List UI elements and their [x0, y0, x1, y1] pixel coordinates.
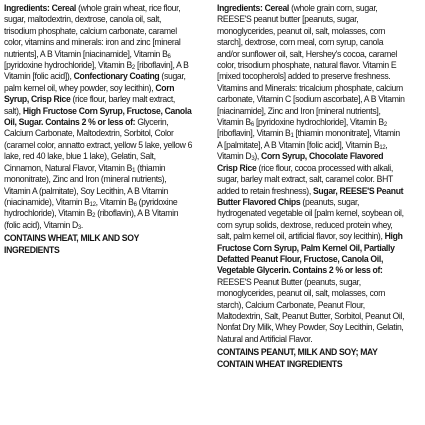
ingredients-paragraph: Ingredients: Cereal (whole grain corn, sugar, REESE'S peanut butter [peanuts, sugar, monoglycerides, peanut oil, salt, molasses, corn starch], dextrose, corn meal, corn syrup, canola and/or sunflower oil, salt, Hershey's cocoa, caramel color, trisodium phosphate, natural flavor. Vitamin E [mixed tocopherols] added to preserve freshness. Vitamins and Minerals: tricalcium phosphate, calcium carbonate, Vitamin C [sodium ascorbate], A B Vitamin [niacinamide], Zinc and Iron [mineral nutrients], Vitamin $B_6$ [pyridoxine hydrochloride], Vitamin $B_2$ [riboflavin], Vitamin $B_1$ [thiamin mononitrate], Vitamin A [palmitate], A B Vitamin [folic acid], Vitamin $B_{12}$, Vitamin $D_3$), Corn Syrup, Chocolate Flavored Crisp Rice (rice flour, cocoa processed with alkali, sugar, barley malt extract, salt, caramel color. BHT added to retain freshness), Sugar, REESE'S Peanut Butter Flavored Chips (peanuts, sugar, hydrogenated vegetable oil [palm kernel, soybean oil, corn syrup solids, dextrose, reduced protein whey, salt, palm kernel oil, artificial flavor, soy lecithin), High Fructose Corn Syrup, Palm Kernel Oil, Partially Defatted Peanut Flour, Fructose, Canola Oil, Vegetable Glycerin. Contains 2 % or less of: REESE'S Peanut Butter (peanuts, sugar, monoglycerides, peanut oil, salt, molasses, corn starch), Calcium Carbonate, Peanut Flour, Maltodextrin, Salt, Peanut Butter, Sorbitol, Peanut Oil, Nonfat Dry Milk, Whey Powder, Soy Lecithin, Gelatin, Natural and Artificial Flavor.	[216, 2, 405, 344]
ingredients-heading: Ingredients: Cereal	[216, 2, 289, 13]
ingredients-panel-right	[217, 2, 405, 425]
ingredient-bold: High Fructose Corn Syrup, Fructose, Canola Oil, Sugar. Contains 2 % or less of:	[4, 104, 192, 128]
ingredient-bold: Corn Syrup, Chocolate Flavored Crisp Rice	[216, 150, 383, 173]
ingredient-bold: Sugar, REESE'S Peanut Butter Flavored Chips	[216, 184, 403, 207]
ingredient-bold: Corn Syrup, Crisp Rice	[4, 81, 175, 105]
allergen-statement: CONTAINS PEANUT, MILK AND SOY; MAY CONTAIN WHEAT INGREDIENTS	[216, 346, 377, 369]
ingredient-bold: Confectionary Coating	[73, 70, 160, 82]
ingredients-panel-left	[4, 2, 192, 425]
ingredient-bold: High Fructose Corn Syrup, Palm Kernel Oil, Partially Defatted Peanut Flour, Fructose, Canola Oil, Vegetable Glycerin. Contains 2 % or less of:	[216, 230, 403, 276]
ingredients-paragraph: Ingredients: Cereal (whole grain wheat, rice flour, sugar, maltodextrin, dextrose, canola oil, salt, trisodium phosphate, calcium carbonate, caramel color, vitamins and minerals: iron and zinc [mineral nutrients], A B Vitamin [niacinamide], Vitamin $B_6$ [pyridoxine hydrochloride], Vitamin $B_2$ [riboflavin], A B Vitamin [folic acid]), Confectionary Coating (sugar, palm kernel oil, whey powder, soy lecithin), Corn Syrup, Crisp Rice (rice flour, barley malt extract, salt), High Fructose Corn Syrup, Fructose, Canola Oil, Sugar. Contains 2 % or less of: Glycerin, Calcium Carbonate, Maltodextrin, Sorbitol, Color (caramel color, annatto extract, yellow 5 lake, yellow 6 lake, red 40 lake, blue 1 lake), Gelatin, Salt, Cinnamon, Natural Flavor, Vitamin $B_1$ (thiamin mononitrate), Zinc and Iron (mineral nutrients), Vitamin A (palmitate), Soy Lecithin, A B Vitamin (niacinamide), Vitamin $B_{12}$, Vitamin $B_6$ (pyridoxine hydrochloride), Vitamin $B_2$ (riboflavin), A B Vitamin (folic acid), Vitamin $D_3$.	[4, 2, 193, 231]
ingredients-heading: Ingredients: Cereal	[4, 2, 77, 13]
allergen-statement: CONTAINS WHEAT, MILK AND SOY INGREDIENTS	[4, 232, 139, 255]
